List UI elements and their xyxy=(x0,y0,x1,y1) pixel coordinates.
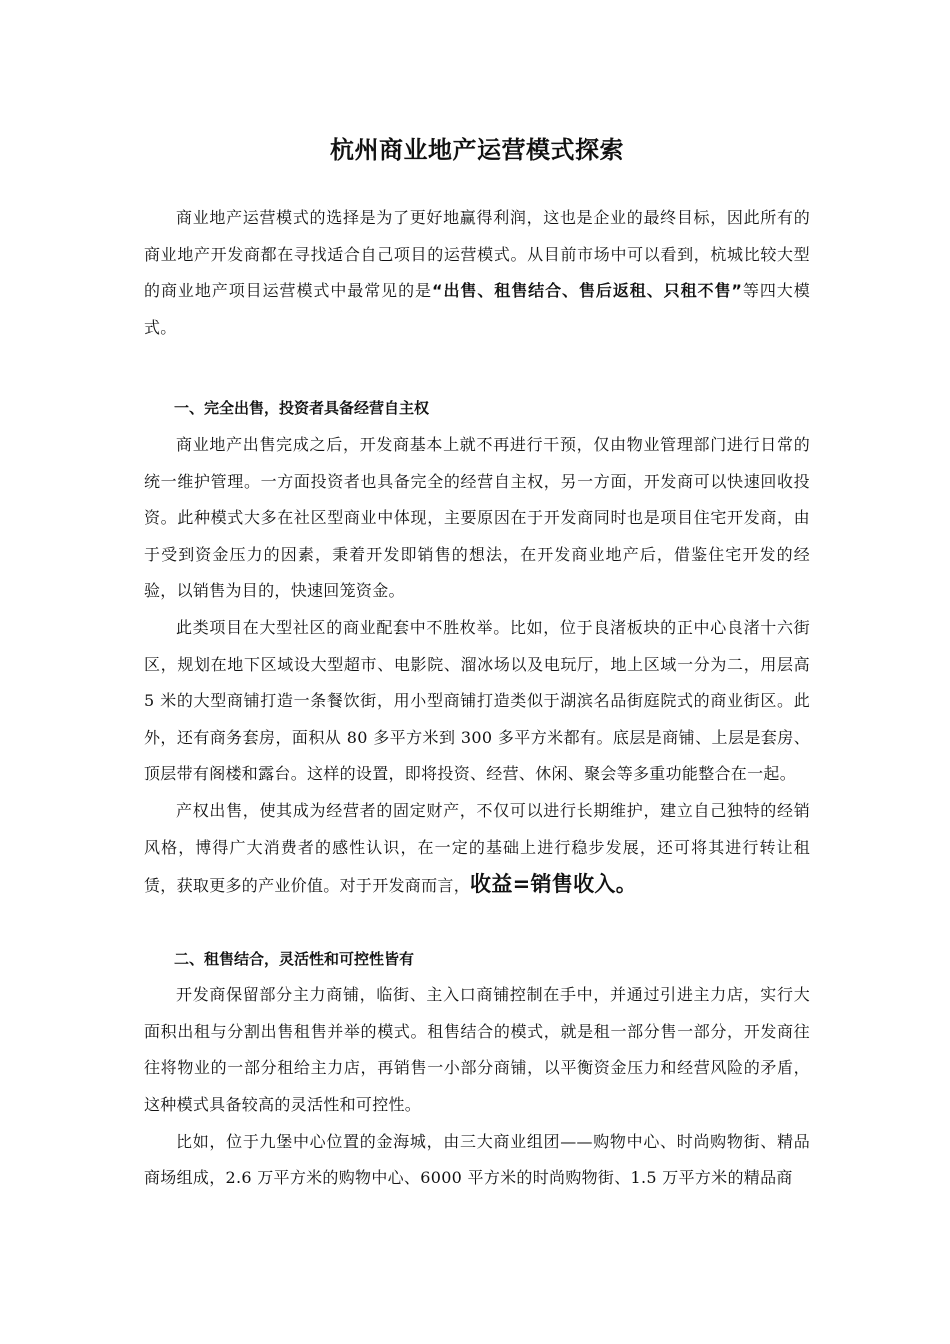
intro-text: 商业地产运营模式的选择是为了更好地赢得利润，这也是企业的最终目标，因此所有的商业地产开发商都在寻找适合自己项目的运营模式。从目前市场中可以看到，杭城比较大型的商业地产项目运营模式中最常见的是 xyxy=(144,208,810,301)
section2-heading: 二、租售结合，灵活性和可控性皆有 xyxy=(174,949,415,968)
section2-paragraph-1: 开发商保留部分主力商铺，临街、主入口商铺控制在手中，并通过引进主力店，实行大面积出租与分割出售租售并举的模式。租售结合的模式，就是租一部分售一部分，开发商往往将物业的一部分租给主力店，再销售一小部分商铺，以平衡资金压力和经营风险的矛盾，这种模式具备较高的灵活性和可控性。 xyxy=(144,985,810,1115)
spacer xyxy=(144,905,810,941)
section1-heading: 一、完全出售，投资者具备经营自主权 xyxy=(174,399,430,418)
intro-text-end: 等四大模式。 xyxy=(144,281,810,337)
section1-paragraph-2: 此类项目在大型社区的商业配套中不胜枚举。比如，位于良渚板块的正中心良渚十六街区，规划在地下区域设大型超市、电影院、溜冰场以及电玩厅，地上区域一分为二，用层高 5 米的大型商铺打造一条餐饮街，用小型商铺打造类似于湖滨名品街庭院式的商业街区。此外，还有商务套房，面积从 80 多平方米到 300 多平方米都有。底层是商铺、上层是套房、顶层带有阁楼和露台。这样的设置，即将投资、经营、休闲、聚会等多重功能整合在一起。 xyxy=(144,617,810,784)
section1-paragraph-3 xyxy=(144,793,810,905)
section2-paragraph-2: 比如，位于九堡中心位置的金海城，由三大商业组团——购物中心、时尚购物街、精品商场组成，2.6 万平方米的购物中心、6000 平方米的时尚购物街、1.5 万平方米的精品商 xyxy=(144,1131,810,1188)
spacer xyxy=(144,346,810,390)
section1-paragraph-1: 商业地产出售完成之后，开发商基本上就不再进行干预，仅由物业管理部门进行日常的统一维护管理。一方面投资者也具备完全的经营自主权，另一方面，开发商可以快速回收投资。此种模式大多在社区型商业中体现，主要原因在于开发商同时也是项目住宅开发商，由于受到资金压力的因素，秉着开发即销售的想法，在开发商业地产后，借鉴住宅开发的经验，以销售为目的，快速回笼资金。 xyxy=(144,434,810,601)
document-title: 杭州商业地产运营模式探索 xyxy=(330,136,624,164)
revenue-formula: 收益=销售收入。 xyxy=(470,872,638,897)
intro-bold-modes: “出售、租售结合、售后返租、只租不售” xyxy=(431,281,743,301)
section1-paragraph-3-text: 产权出售，使其成为经营者的固定财产，不仅可以进行长期维护，建立自己独特的经销风格，博得广大消费者的感性认识，在一定的基础上进行稳步发展，还可将其进行转让租赁，获取更多的产业价值。对于开发商而言， xyxy=(144,800,810,896)
intro-paragraph xyxy=(144,200,810,346)
